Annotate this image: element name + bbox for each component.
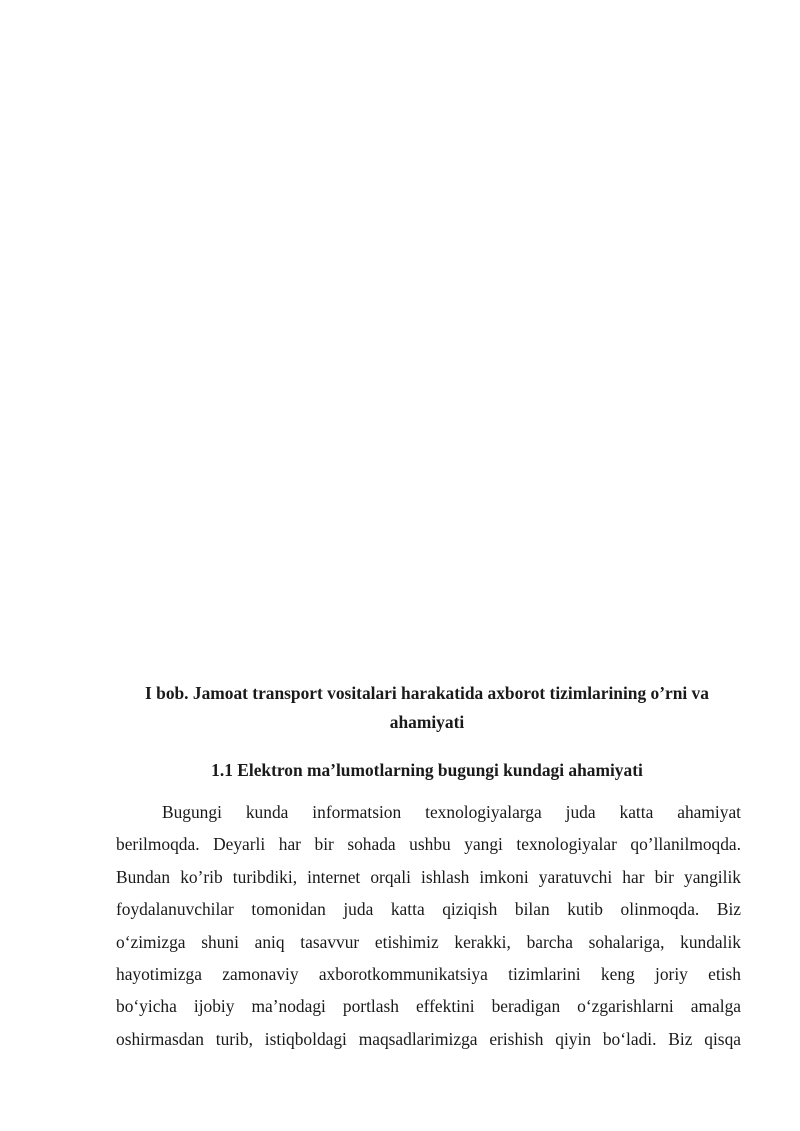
chapter-title (112, 679, 742, 737)
paragraph-line: berilmoqda. Deyarli har bir sohada ushbu yangi texnologiyalar qo’llanilmoqda. (116, 834, 741, 855)
chapter-title-line-1: I bob. Jamoat transport vositalari harakatida axborot tizimlarining o’rni va (145, 683, 709, 703)
paragraph-line: oshirmasdan turib, istiqboldagi maqsadlarimizga erishish qiyin bo‘ladi. Biz qisqa (116, 1028, 741, 1049)
paragraph-line: bo‘yicha ijobiy ma’nodagi portlash effektini beradigan o‘zgarishlarni amalga (116, 996, 741, 1017)
paragraph-line: foydalanuvchilar tomonidan juda katta qiziqish bilan kutib olinmoqda. Biz (116, 899, 741, 920)
section-title: 1.1 Elektron ma’lumotlarning bugungi kundagi ahamiyati (211, 760, 643, 780)
body-paragraph (116, 796, 741, 1055)
chapter-title-line-2: ahamiyati (389, 712, 465, 732)
paragraph-line: o‘zimizga shuni aniq tasavvur etishimiz kerakki, barcha sohalariga, kundalik (116, 931, 741, 952)
paragraph-line: hayotimizga zamonaviy axborotkommunikatsiya tizimlarini keng joriy etish (116, 964, 741, 985)
paragraph-line: Bugungi kunda informatsion texnologiyalarga juda katta ahamiyat (162, 802, 741, 822)
paragraph-line: Bundan ko’rib turibdiki, internet orqali ishlash imkoni yaratuvchi har bir yangilik (116, 866, 741, 887)
